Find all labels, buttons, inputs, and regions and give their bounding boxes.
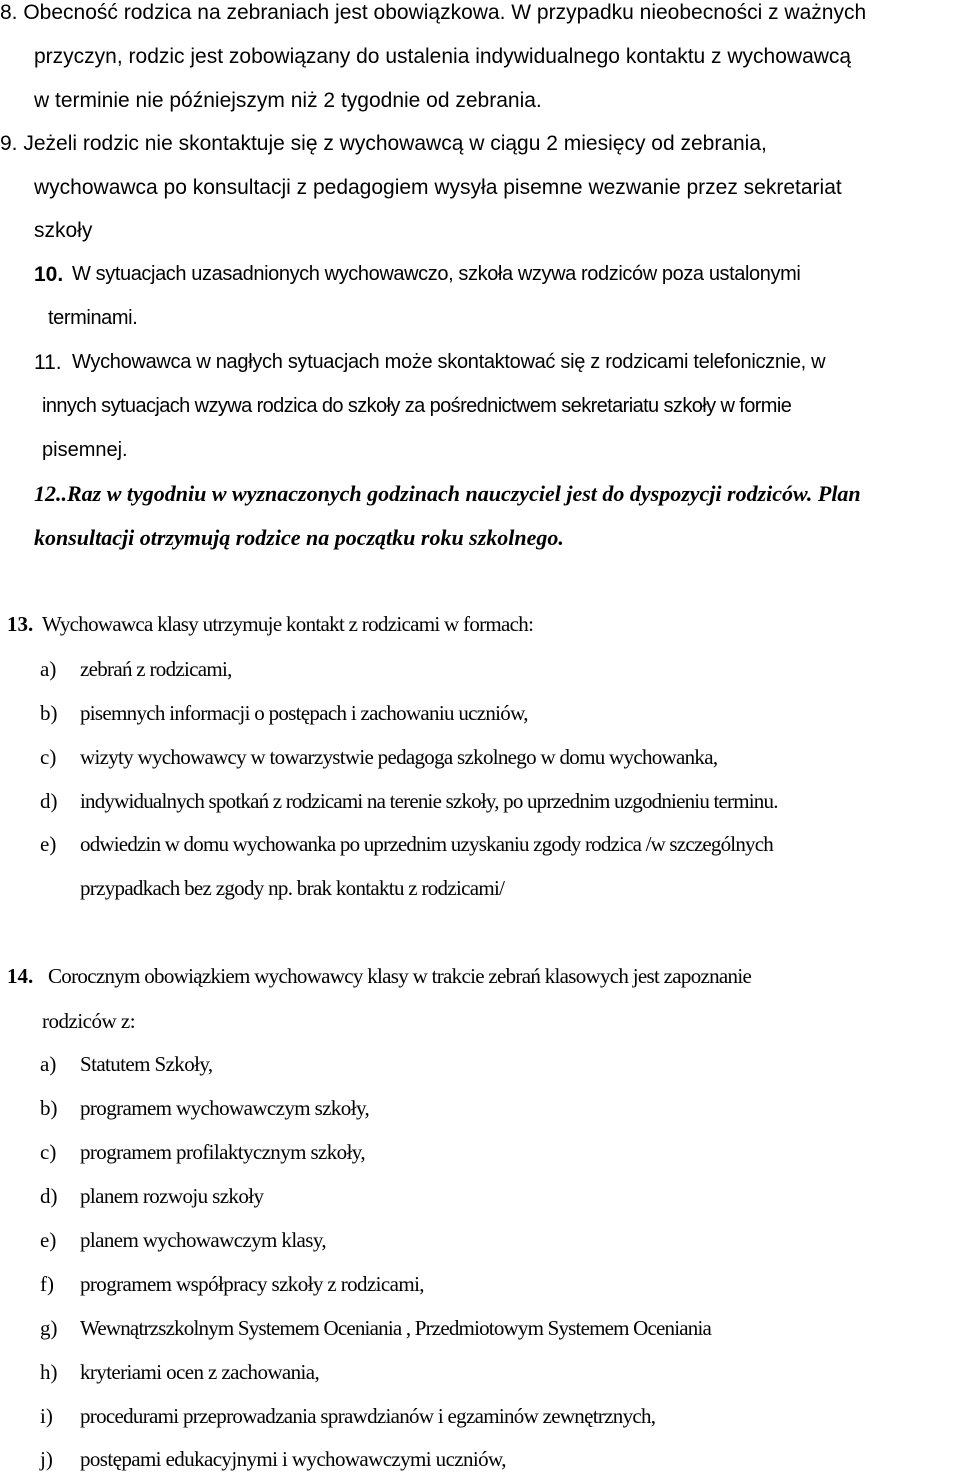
list-text: indywidualnych spotkań z rodzicami na terenie szkoły, po uprzednim uzgodnieniu terminu.: [80, 789, 778, 813]
list-text: kryteriami ocen z zachowania,: [80, 1360, 320, 1384]
item-14-list-item-j: [0, 1449, 960, 1473]
list-text: programem wychowawczym szkoły,: [80, 1096, 370, 1120]
list-text: procedurami przeprowadzania sprawdzianów i egzaminów zewnętrznych,: [80, 1404, 656, 1428]
list-text: programem profilaktycznym szkoły,: [80, 1140, 365, 1164]
item-14-list-item-g: [0, 1318, 960, 1342]
item-14-line-1: Corocznym obowiązkiem wychowawcy klasy w trakcie zebrań klasowych jest zapoznanie: [48, 964, 752, 988]
list-text: planem wychowawczym klasy,: [80, 1228, 327, 1252]
item-14-list-item-e: [0, 1230, 960, 1254]
list-label: d): [40, 1184, 58, 1208]
list-text: postępami edukacyjnymi i wychowawczymi uczniów,: [80, 1447, 506, 1471]
item-8-line-1: 8. Obecność rodzica na zebraniach jest obowiązkowa. W przypadku nieobecności z ważnych: [0, 1, 867, 24]
list-text: Statutem Szkoły,: [80, 1052, 213, 1076]
item-14-list-item-f: [0, 1274, 960, 1298]
item-10-line-2: terminami.: [48, 307, 138, 329]
item-8-line-3: w terminie nie późniejszym niż 2 tygodnie od zebrania.: [34, 89, 542, 112]
item-13-list-item-a: [0, 659, 960, 683]
list-label: a): [40, 1052, 57, 1076]
list-label: j): [40, 1447, 53, 1471]
list-label: e): [40, 1228, 57, 1252]
item-13-list-item-e: [0, 834, 960, 858]
item-11-line-3: pisemnej.: [42, 439, 128, 461]
list-label: f): [40, 1272, 54, 1296]
item-9-line-2: wychowawca po konsultacji z pedagogiem wysyła pisemne wezwanie przez sekretariat: [34, 176, 842, 199]
item-14-line-2: rodziców z:: [42, 1009, 136, 1033]
list-text: odwiedzin w domu wychowanka po uprzednim uzyskaniu zgody rodzica /w szczególnych: [80, 832, 773, 856]
item-14-list-item-c: [0, 1142, 960, 1166]
item-13-list-item-b: [0, 703, 960, 727]
item-10-number: 10.: [34, 263, 64, 286]
item-14-list-item-d: [0, 1186, 960, 1210]
list-text: wizyty wychowawcy w towarzystwie pedagoga szkolnego w domu wychowanka,: [80, 745, 718, 769]
list-text: programem współpracy szkoły z rodzicami,: [80, 1272, 424, 1296]
list-label: b): [40, 701, 58, 725]
item-12-line-1: 12..Raz w tygodniu w wyznaczonych godzinach nauczyciel jest do dyspozycji rodziców. Plan: [34, 481, 861, 506]
item-9-line-1: 9. Jeżeli rodzic nie skontaktuje się z wychowawcą w ciągu 2 miesięcy od zebrania,: [0, 132, 767, 155]
item-9-line-3: szkoły: [34, 219, 93, 242]
item-13-list-item-c: [0, 747, 960, 771]
list-label: h): [40, 1360, 58, 1384]
item-14-list-item-b: [0, 1098, 960, 1122]
list-label: e): [40, 832, 57, 856]
item-10-line-1: W sytuacjach uzasadnionych wychowawczo, szkoła wzywa rodziców poza ustalonymi: [72, 263, 801, 285]
item-14-list-item-a: [0, 1054, 960, 1078]
list-label: g): [40, 1316, 58, 1340]
item-11-line-2: innych sytuacjach wzywa rodzica do szkoły za pośrednictwem sekretariatu szkoły w formie: [42, 395, 792, 417]
list-text: pisemnych informacji o postępach i zachowaniu uczniów,: [80, 701, 528, 725]
item-11-line-1: Wychowawca w nagłych sytuacjach może skontaktować się z rodzicami telefonicznie, w: [72, 351, 826, 373]
item-12-line-2: konsultacji otrzymują rodzice na początku roku szkolnego.: [34, 525, 564, 550]
list-label: b): [40, 1096, 58, 1120]
list-label: c): [40, 745, 57, 769]
list-text: zebrań z rodzicami,: [80, 657, 232, 681]
item-13-number: 13.: [7, 612, 34, 636]
item-14-list-item-h: [0, 1362, 960, 1386]
list-label: i): [40, 1404, 53, 1428]
list-label: a): [40, 657, 57, 681]
list-label: d): [40, 789, 58, 813]
list-label: c): [40, 1140, 57, 1164]
item-13-list-item-d: [0, 791, 960, 815]
item-13-intro: Wychowawca klasy utrzymuje kontakt z rodzicami w formach:: [42, 612, 534, 636]
item-13-list-item-e-continuation: przypadkach bez zgody np. brak kontaktu z rodzicami/: [80, 876, 505, 900]
item-11-number: 11.: [34, 351, 62, 374]
list-text: Wewnątrzszkolnym Systemem Oceniania , Przedmiotowym Systemem Oceniania: [80, 1316, 712, 1340]
list-text: planem rozwoju szkoły: [80, 1184, 264, 1208]
item-14-number: 14.: [7, 964, 34, 988]
item-8-line-2: przyczyn, rodzic jest zobowiązany do ustalenia indywidualnego kontaktu z wychowawcą: [34, 45, 852, 68]
item-14-list-item-i: [0, 1406, 960, 1430]
